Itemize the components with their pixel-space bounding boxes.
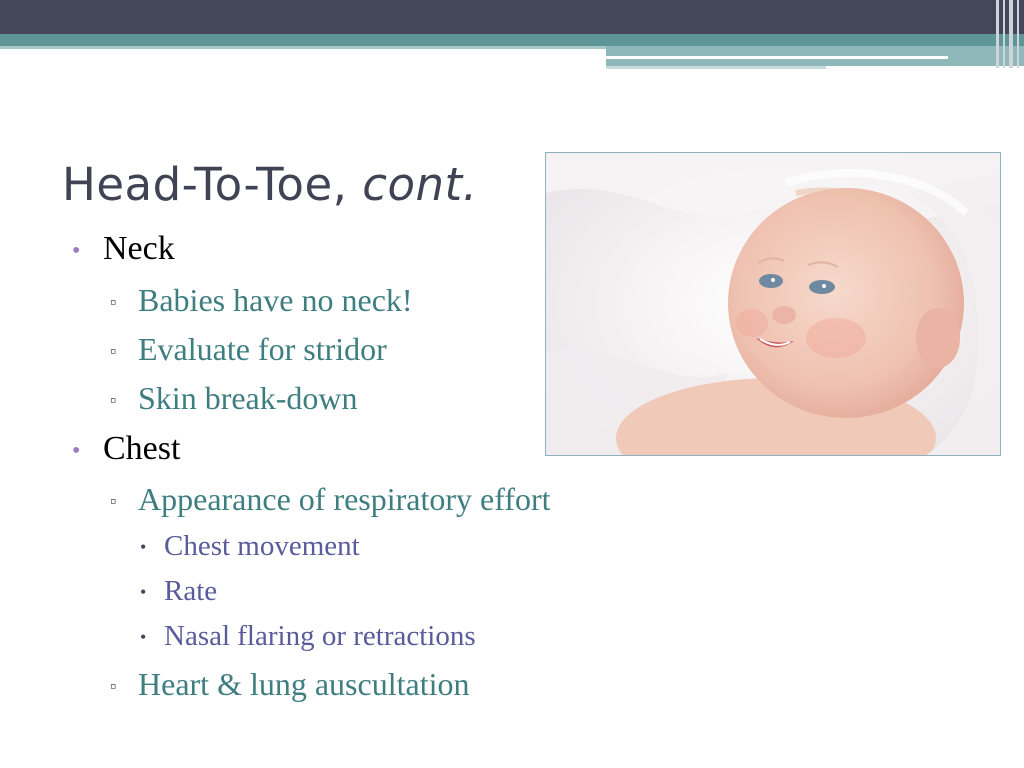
baby-photo [545, 152, 1001, 456]
header-accent-line [606, 56, 948, 59]
baby-photo-illustration [546, 153, 1000, 455]
bullet-marker: ▫ [110, 341, 117, 361]
bullet-marker: • [72, 238, 81, 264]
bullet-marker: • [72, 438, 81, 464]
bullet-text: Nasal flaring or retractions [164, 620, 476, 652]
header-teal-bar [0, 34, 1024, 46]
header-vertical-lines [994, 0, 1024, 68]
bullet-text: Chest movement [164, 530, 360, 562]
bullet-marker: ▫ [110, 390, 117, 410]
bullet-marker: ▫ [110, 676, 117, 696]
bullet-marker: ▫ [110, 491, 117, 511]
header-accent-line [606, 66, 826, 69]
slide-title-italic: cont. [362, 158, 478, 211]
bullet-marker: • [140, 582, 147, 602]
bullet-text: Neck [103, 230, 175, 267]
bullet-marker: • [140, 627, 147, 647]
bullet-text: Skin break-down [138, 380, 358, 416]
bullet-marker: • [140, 537, 147, 557]
bullet-text: Heart & lung auscultation [138, 666, 470, 702]
header-dark-bar [0, 0, 1024, 34]
bullet-text: Chest [103, 430, 181, 467]
bullet-marker: ▫ [110, 292, 117, 312]
bullet-text: Evaluate for stridor [138, 331, 387, 367]
slide-title-main: Head-To-Toe, [62, 158, 348, 211]
bullet-text: Rate [164, 575, 218, 607]
bullet-text: Babies have no neck! [138, 282, 413, 318]
bullet-text: Appearance of respiratory effort [138, 481, 551, 517]
slide-title [62, 158, 478, 211]
